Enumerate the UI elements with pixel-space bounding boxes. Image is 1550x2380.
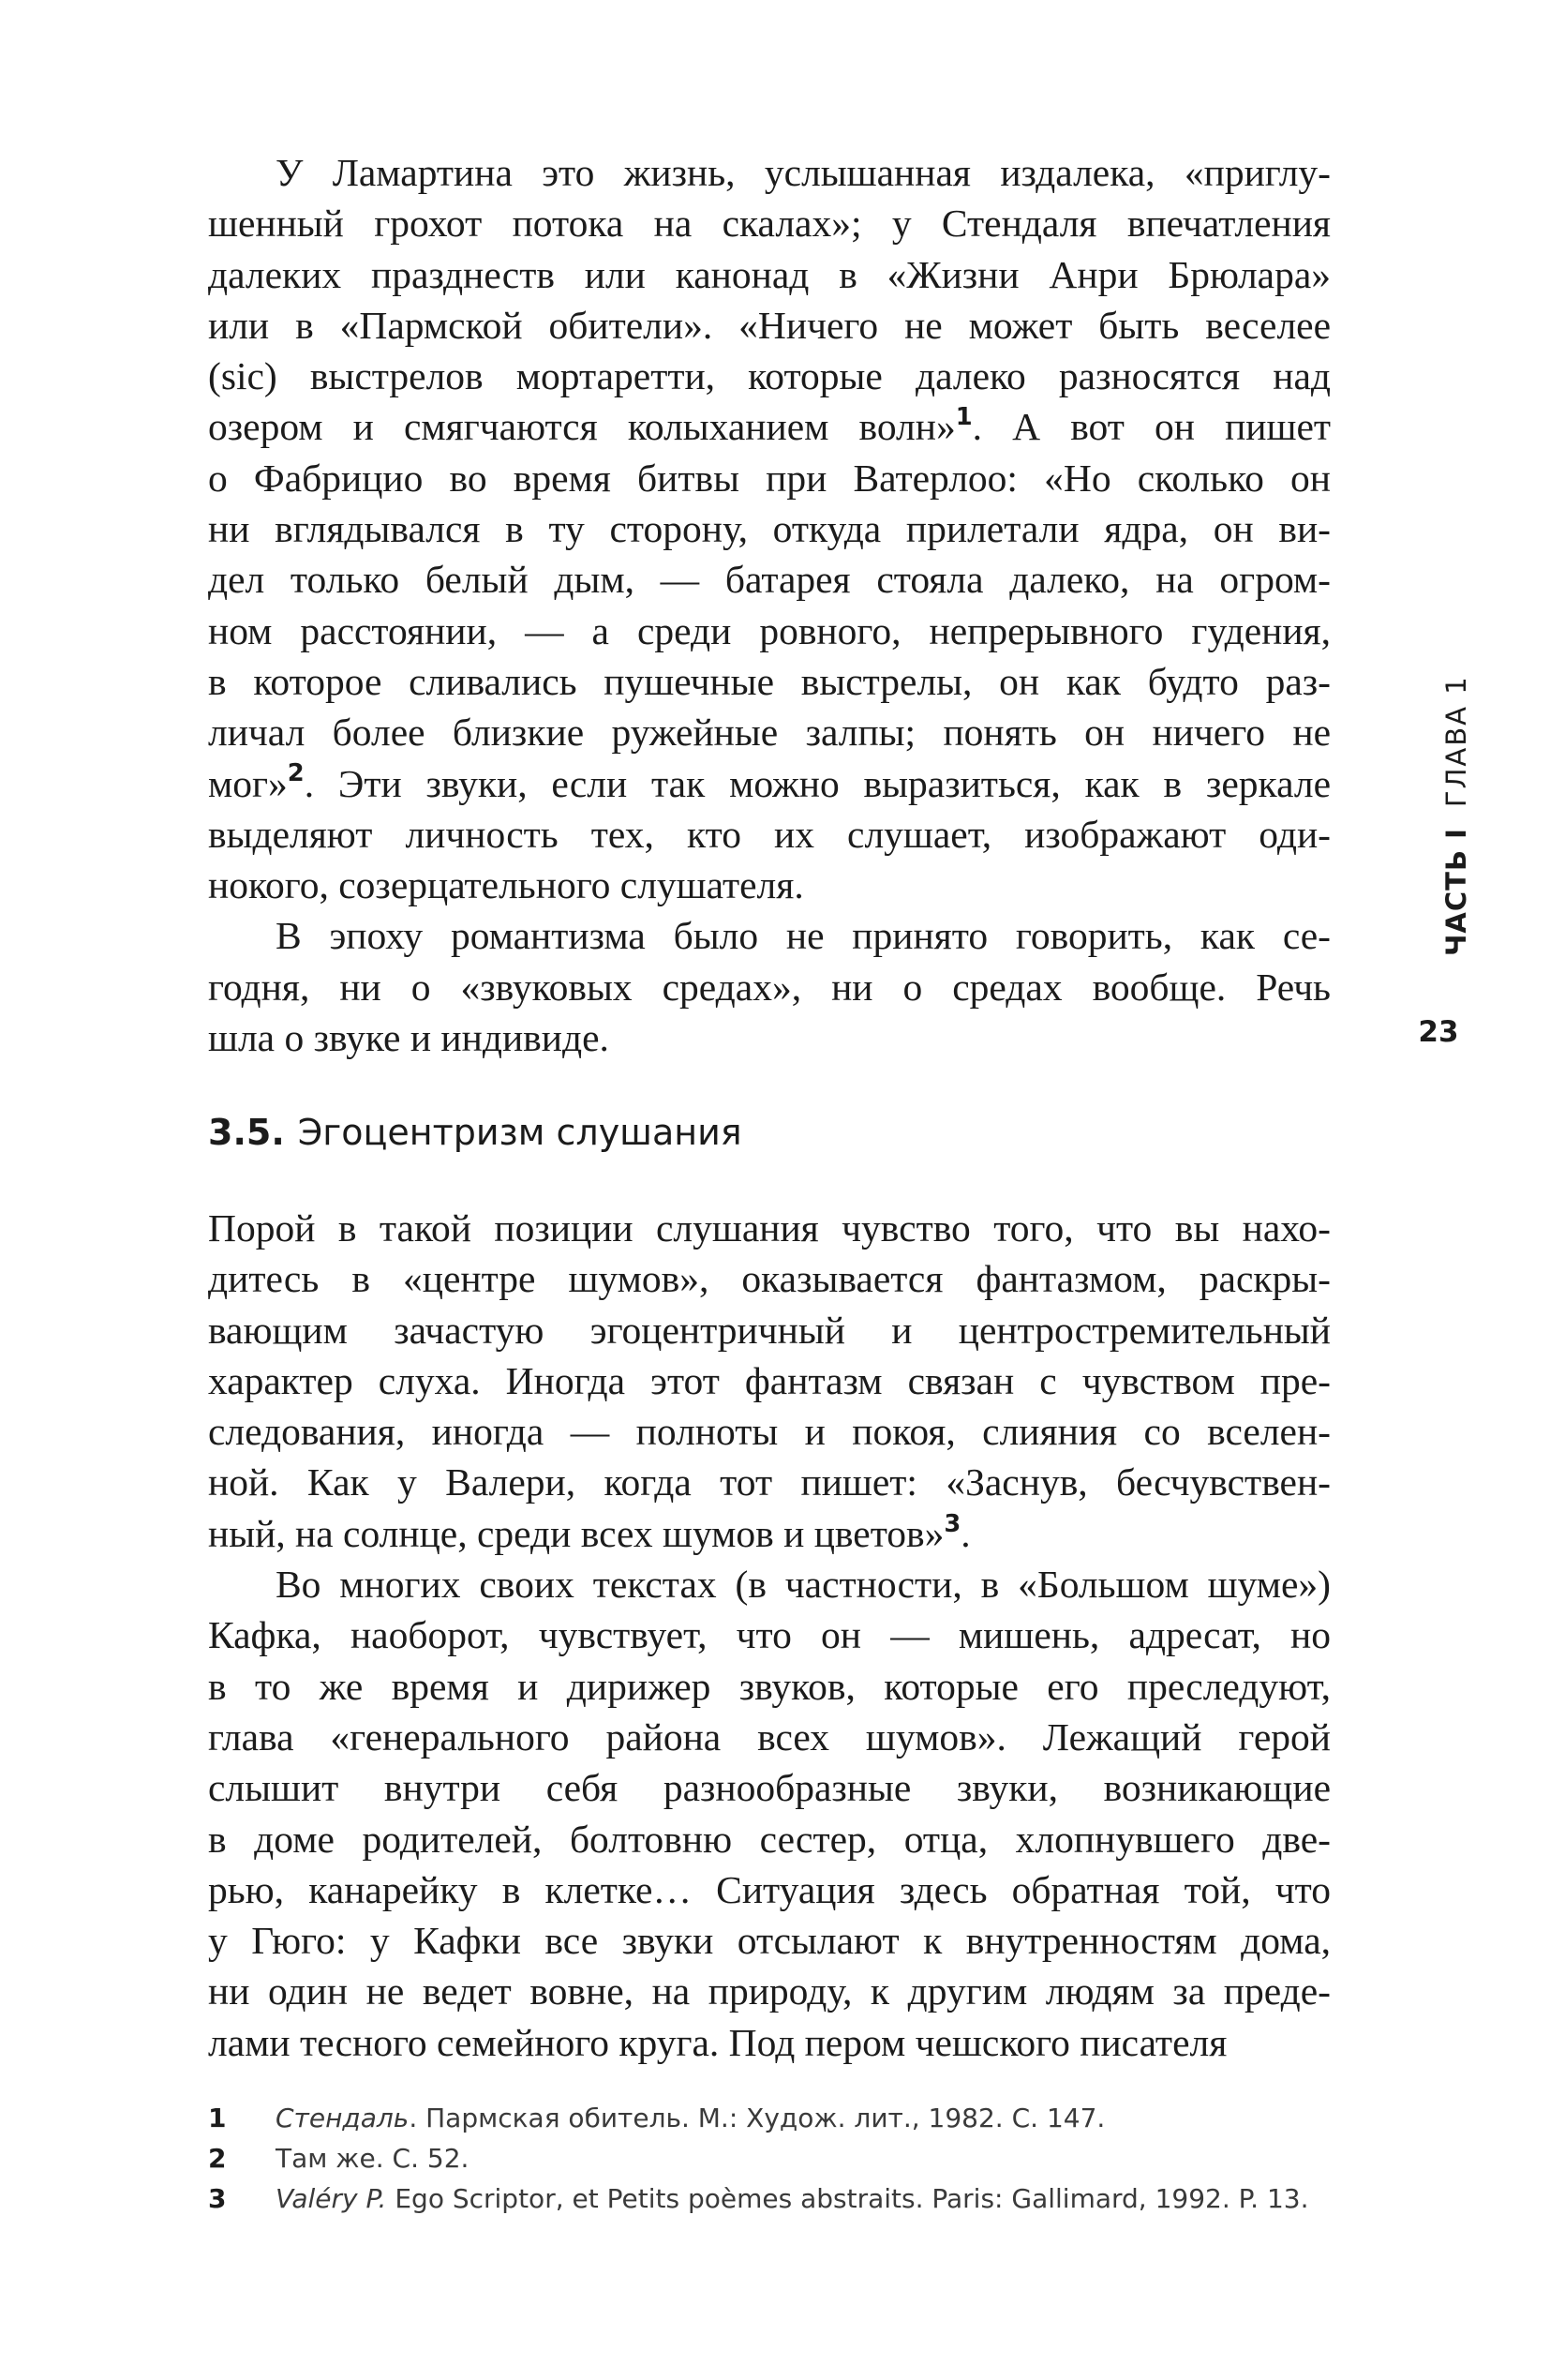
footnote-marker[interactable]: 3 bbox=[944, 1509, 961, 1538]
text-line: озером и смягчаются колыханием волн»$^1$. А вот он пишет bbox=[208, 403, 1332, 449]
text-line: ной. Как у Валери, когда тот пишет: «Заснув, бесчувствен- bbox=[208, 1460, 1331, 1504]
footnote-marker[interactable]: 1 bbox=[955, 403, 973, 432]
text-line: дитесь в «центре шумов», оказывается фантазмом, раскры- bbox=[208, 1257, 1331, 1301]
footnote-item bbox=[208, 2138, 1331, 2178]
text-line: рью, канарейку в клетке… Ситуация здесь обратная той, что bbox=[208, 1867, 1331, 1911]
text-line: Порой в такой позиции слушания чувство того, что вы нахо- bbox=[208, 1206, 1331, 1250]
text-line: мог»$^2$. Эти звуки, если так можно выразиться, как в зеркале bbox=[208, 759, 1331, 805]
text-line: у Гюго: у Кафки все звуки отсылают к внутренностям дома, bbox=[208, 1919, 1331, 1963]
footnote-text: Там же. С. 52. bbox=[276, 2143, 469, 2174]
footnote-number: 2 bbox=[208, 2143, 227, 2174]
text-line: далеких празднеств или канонад в «Жизни Анри Брюлара» bbox=[208, 252, 1331, 296]
footnote-number: 3 bbox=[208, 2183, 227, 2214]
text-line: о Фабрицио во время битвы при Ватерлоо: «Но сколько он bbox=[208, 456, 1331, 500]
text-line: годня, ни о «звуковых средах», ни о средах вообще. Речь bbox=[208, 965, 1331, 1009]
part-label: ЧАСТЬ I bbox=[1440, 828, 1472, 956]
text-line: ни один не ведет вовне, на природу, к другим людям за преде- bbox=[208, 1969, 1331, 2013]
text-line: вающим зачастую эгоцентричный и центростремительный bbox=[208, 1308, 1331, 1352]
text-line: шенный грохот потока на скалах»; у Стендаля впечатления bbox=[208, 202, 1331, 246]
text-line: выделяют личность тех, кто их слушает, изображают оди- bbox=[208, 812, 1331, 856]
text-line: дел только белый дым, — батарея стояла далеко, на огром- bbox=[208, 558, 1331, 602]
text-line: следования, иногда — полноты и покоя, слияния со вселен- bbox=[208, 1410, 1331, 1454]
text-line: В эпоху романтизма было не принято говорить, как се- bbox=[276, 914, 1331, 958]
text-line: нокого, созерцательного слушателя. bbox=[208, 863, 804, 907]
footnote-marker[interactable]: 2 bbox=[287, 759, 305, 788]
footnote-text: . Пармская обитель. М.: Худож. лит., 1982. С. 147. bbox=[409, 2103, 1106, 2133]
text-line: Во многих своих текстах (в частности, в «Большом шуме») bbox=[276, 1563, 1331, 1607]
text-line: в то же время и дирижер звуков, которые его преследуют, bbox=[208, 1664, 1331, 1708]
text-line: характер слуха. Иногда этот фантазм связан с чувством пре- bbox=[208, 1358, 1331, 1402]
text-line: Кафка, наоборот, чувствует, что он — мишень, адресат, но bbox=[208, 1613, 1331, 1657]
text-line: лами тесного семейного круга. Под пером чешского писателя bbox=[208, 2020, 1228, 2064]
text-line: ный, на солнце, среди всех шумов и цветов»$^3$. bbox=[208, 1509, 971, 1555]
text-line: личал более близкие ружейные залпы; понять он ничего не bbox=[208, 711, 1331, 755]
footnotes bbox=[208, 2098, 1331, 2219]
text-line: или в «Пармской обители». «Ничего не может быть веселее bbox=[208, 303, 1331, 347]
section-heading bbox=[208, 1107, 1331, 1158]
text-line: в доме родителей, болтовню сестер, отца, хлопнувшего две- bbox=[208, 1817, 1331, 1861]
text-line: ном расстоянии, — а среди ровного, непрерывного гудения, bbox=[208, 608, 1331, 652]
text-line: глава «генерального района всех шумов». Лежащий герой bbox=[208, 1714, 1331, 1759]
text-line: шла о звуке и индивиде. bbox=[208, 1016, 609, 1060]
page-number: 23 bbox=[1418, 1015, 1459, 1049]
paragraph-block-romanticism bbox=[208, 147, 1331, 1063]
footnote-number: 1 bbox=[208, 2103, 227, 2133]
text-line: У Ламартина это жизнь, услышанная издалека, «приглу- bbox=[276, 151, 1331, 194]
paragraph-block-egocentrism bbox=[208, 1203, 1331, 2068]
footnote-item bbox=[208, 2178, 1331, 2219]
running-header-vertical bbox=[1439, 675, 1473, 956]
chapter-label: ГЛАВА 1 bbox=[1440, 675, 1472, 808]
text-line: слышит внутри себя разнообразные звуки, возникающие bbox=[208, 1766, 1331, 1810]
footnote-text: Ego Scriptor, et Petits poèmes abstraits. Paris: Gallimard, 1992. P. 13. bbox=[386, 2183, 1309, 2214]
footnote-author: Стендаль bbox=[276, 2103, 410, 2133]
text-line: (sic) выстрелов мортаретти, которые далеко разносятся над bbox=[208, 354, 1331, 398]
section-title: Эгоцентризм слушания bbox=[297, 1112, 742, 1153]
text-line: ни вглядывался в ту сторону, откуда прилетали ядра, он ви- bbox=[208, 507, 1331, 551]
text-line: в которое сливались пушечные выстрелы, он как будто раз- bbox=[208, 659, 1331, 703]
footnote-author: Valéry P. bbox=[276, 2183, 387, 2214]
section-number: 3.5. bbox=[208, 1112, 285, 1153]
footnote-item bbox=[208, 2098, 1331, 2138]
